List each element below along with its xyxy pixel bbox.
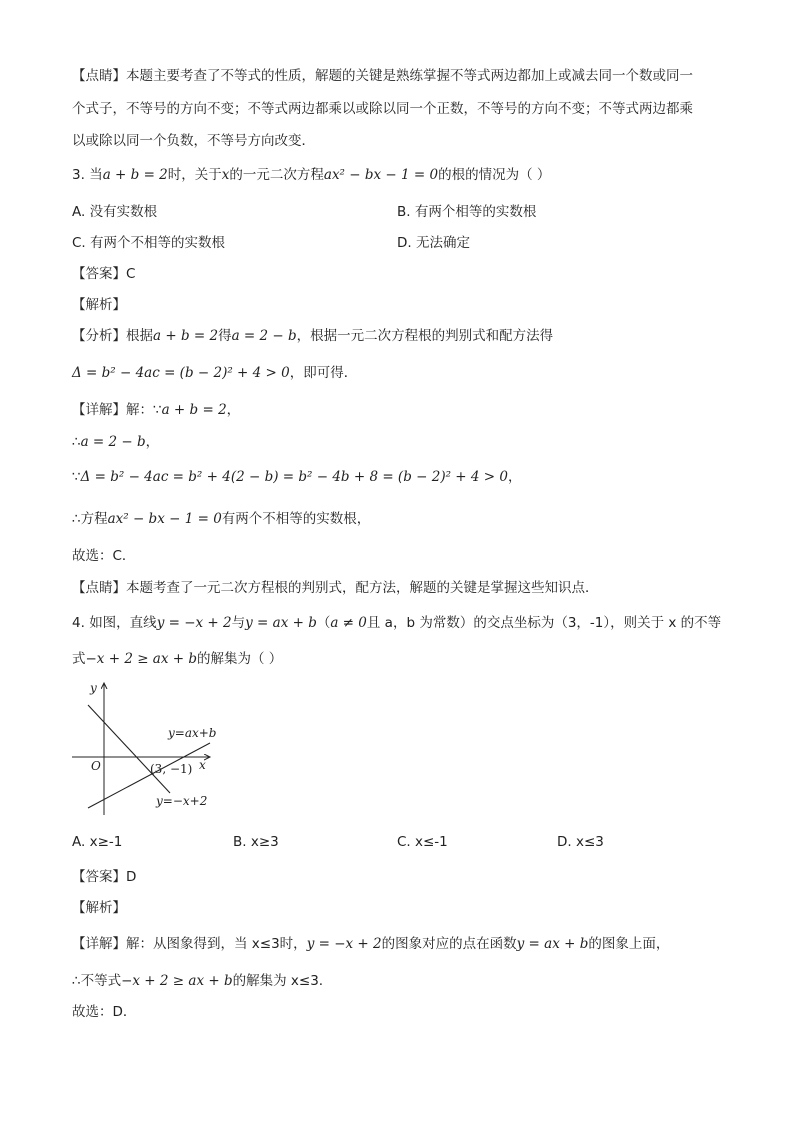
q4-detail: 【详解】解：从图象得到，当 x≤3时，y = −x + 2的图象对应的点在函数y = ax + b的图象上面， — [72, 936, 670, 952]
q3-option-a: A. 没有实数根 — [72, 204, 158, 220]
q4-analysis-tag: 【解析】 — [72, 900, 126, 916]
q3-option-c: C. 有两个不相等的实数根 — [72, 235, 226, 251]
q3-option-b: B. 有两个相等的实数根 — [397, 204, 537, 220]
q2-remark-line1: 【点睛】本题主要考查了不等式的性质，解题的关键是熟练掌握不等式两边都加上或减去同一个数或同一 — [72, 68, 693, 84]
q3-answer: 【答案】C — [72, 266, 136, 282]
q4-stem-line1: 4. 如图，直线y = −x + 2与y = ax + b（a ≠ 0且 a，b 为常数）的交点坐标为（3，-1），则关于 x 的不等 — [72, 615, 722, 631]
q2-remark-line2: 个式子，不等号的方向不变；不等式两边都乘以或除以同一个正数，不等号的方向不变；不等式两边都乘 — [72, 101, 693, 117]
q3-fenxi: 【分析】根据a + b = 2得a = 2 − b，根据一元二次方程根的判别式和配方法得 — [72, 328, 554, 344]
q4-stem-line2: 式−x + 2 ≥ ax + b的解集为（ ） — [72, 651, 283, 667]
q3-step1: ∴a = 2 − b， — [72, 434, 160, 450]
q4-option-c: C. x≤-1 — [397, 834, 448, 850]
q4-option-b: B. x≥3 — [233, 834, 279, 850]
x-axis-label: x — [199, 758, 206, 772]
q3-option-d: D. 无法确定 — [397, 235, 470, 251]
remark-tag: 【点睛】 — [72, 68, 126, 84]
line-neg-x-plus-2 — [88, 705, 170, 793]
q4-option-a: A. x≥-1 — [72, 834, 123, 850]
q4-choose: 故选：D． — [72, 1004, 137, 1020]
q3-detail: 【详解】解：∵a + b = 2， — [72, 402, 241, 418]
q3-analysis-tag: 【解析】 — [72, 297, 126, 313]
function-graph — [68, 677, 228, 817]
q4-step1: ∴不等式−x + 2 ≥ ax + b的解集为 x≤3. — [72, 973, 324, 989]
q3-choose: 故选：C． — [72, 548, 136, 564]
q3-fenxi-line2: Δ = b² − 4ac = (b − 2)² + 4 > 0，即可得． — [72, 365, 358, 381]
q4-answer: 【答案】D — [72, 869, 137, 885]
intersection-label: (3, −1) — [150, 762, 193, 776]
q3-stem: 3. 当a + b = 2时，关于x的一元二次方程ax² − bx − 1 = 0的根的情况为（ ） — [72, 167, 551, 183]
label-ax-plus-b: y=ax+b — [168, 726, 217, 740]
q3-remark: 【点睛】本题考查了一元二次方程根的判别式，配方法，解题的关键是掌握这些知识点． — [72, 580, 599, 596]
q2-remark-line3: 以或除以同一个负数，不等号方向改变． — [72, 133, 315, 149]
q3-step3: ∴方程ax² − bx − 1 = 0有两个不相等的实数根， — [72, 511, 371, 527]
y-axis-label: y — [90, 681, 97, 695]
origin-label: O — [91, 759, 101, 773]
q4-option-d: D. x≤3 — [557, 834, 604, 850]
q3-step2: ∵Δ = b² − 4ac = b² + 4(2 − b) = b² − 4b + 8 = (b − 2)² + 4 > 0， — [72, 469, 522, 485]
label-neg-x-plus-2: y=−x+2 — [156, 794, 208, 808]
